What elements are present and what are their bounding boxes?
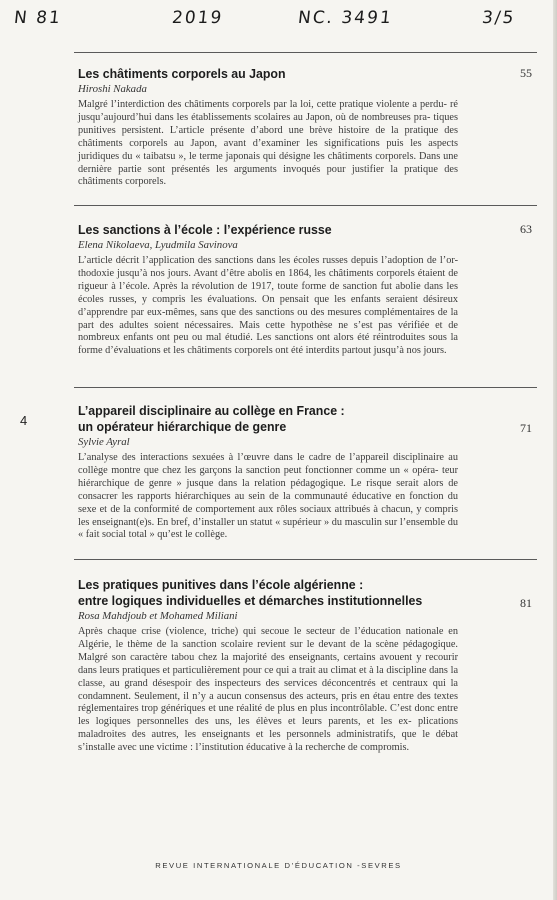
journal-footer: REVUE INTERNATIONALE D’ÉDUCATION -SEVRES <box>155 861 402 870</box>
article-abstract: L’article décrit l’application des sanctions dans les écoles russes depuis l’adoption de l’or- thodoxie jusqu’à nos jours. Avant d’être abolis en 1864, les châtiments corporels étaient de rigueur à l’école. Après la révolution de 1917, toute forme de sanction fut abolie dans les écoles russes, y compris les évaluations. On pensait que les enfants seraient désireux d’apprendre par eux-mêmes, sans que des sanctions ou des mesures complémentaires de la part des adultes soient nécessaires. Mais cette hypothèse ne s’est pas vérifiée et de nombreux enfants ont peu ou mal étudié. Les sanctions ont alors été réintroduites sous la forme d’évaluations et les châtiments corporels ont été interdits partout jusqu’à nos jours. <box>78 255 458 357</box>
article-authors: Hiroshi Nakada <box>78 83 147 95</box>
article-authors: Rosa Mahdjoub et Mohamed Miliani <box>78 610 238 622</box>
article-abstract: L’analyse des interactions sexuées à l’œuvre dans le cadre de l’appareil disciplinaire au collège montre que chez les garçons la sanction peut fonctionner comme un « opéra- teur hiérarchique de genre » jusque dans la relation pédagogique. Le risque serait alors de consacrer les rapports hiérarchiques au sein de la communauté éducative en fonction du sexe et de la conformité de comportement aux rôles sociaux attribués à chacun, y compris les enseignant(e)s. En bref, d’installer un statut « supérieur » du masculin sur l’ensemble du « fait social total » qu’est le collège. <box>78 452 459 541</box>
handwritten-note-left: N 81 <box>12 8 63 28</box>
page-edge <box>553 0 557 900</box>
article-page-number: 81 <box>520 596 532 610</box>
handwritten-year: 2019 <box>170 8 225 28</box>
divider-rule <box>74 559 537 560</box>
article-entry <box>78 403 458 542</box>
handwritten-reference: NC. 3491 <box>296 8 394 28</box>
folio-number: 4 <box>20 413 28 428</box>
article-page-number: 55 <box>520 66 532 80</box>
article-title: Les châtiments corporels au Japon <box>78 66 286 81</box>
article-abstract: Malgré l’interdiction des châtiments corporels par la loi, cette pratique violente a perdu- ré jusqu’aujourd’hui dans les établissements scolaires au Japon, où de nombreuses pra- tiques punitives persistent. L’article présente d’abord une brève histoire de la pratique des châtiments corporels au Japon, avant d’examiner les significations puis les aspects juridiques du « taibatsu », le terme japonais qui désigne les châtiments corporels. Dans une dernière partie sont présentés les arguments invoqués pour justifier la pratique des châtiments corporels. <box>78 99 458 188</box>
article-entry <box>78 66 458 189</box>
article-authors: Elena Nikolaeva, Lyudmila Savinova <box>78 239 238 251</box>
article-authors: Sylvie Ayral <box>78 436 130 448</box>
handwritten-page-count: 3/5 <box>480 8 517 28</box>
divider-rule <box>74 52 537 53</box>
article-entry <box>78 577 458 755</box>
article-entry <box>78 222 458 358</box>
article-page-number: 63 <box>520 222 532 236</box>
article-title: Les pratiques punitives dans l’école algérienne : entre logiques individuelles et démarches institutionnelles <box>78 577 423 608</box>
divider-rule <box>74 387 537 388</box>
article-page-number: 71 <box>520 421 532 435</box>
article-title: L’appareil disciplinaire au collège en France : un opérateur hiérarchique de genre <box>78 403 345 434</box>
article-abstract: Après chaque crise (violence, triche) qui secoue le secteur de l’éducation nationale en Algérie, le thème de la sanction scolaire revient sur le devant de la scène pédagogique. Malgré son caractère tabou chez la majorité des enseignants, certains avouent y recourir dans leurs pratiques et particulièrement pour ce qui a trait au climat et à la discipline dans la classe, au grand désespoir des inspecteurs des services déconcentrés et centraux qui la condamnent. Seulement, il n’y a aucun consensus des acteurs, pris en étau entre des textes réglementaires trop génériques et une réalité de plus en plus incontrôlable. C’est donc entre les logiques personnelles des uns, les élèves et leurs parents, et les ex- plications maladroites des autres, les enseignants et les personnels administratifs, que le débat s’installe avec une victime : l’institution éducative à la recherche de compromis. <box>78 626 459 754</box>
divider-rule <box>74 205 537 206</box>
article-title: Les sanctions à l’école : l’expérience russe <box>78 222 332 237</box>
